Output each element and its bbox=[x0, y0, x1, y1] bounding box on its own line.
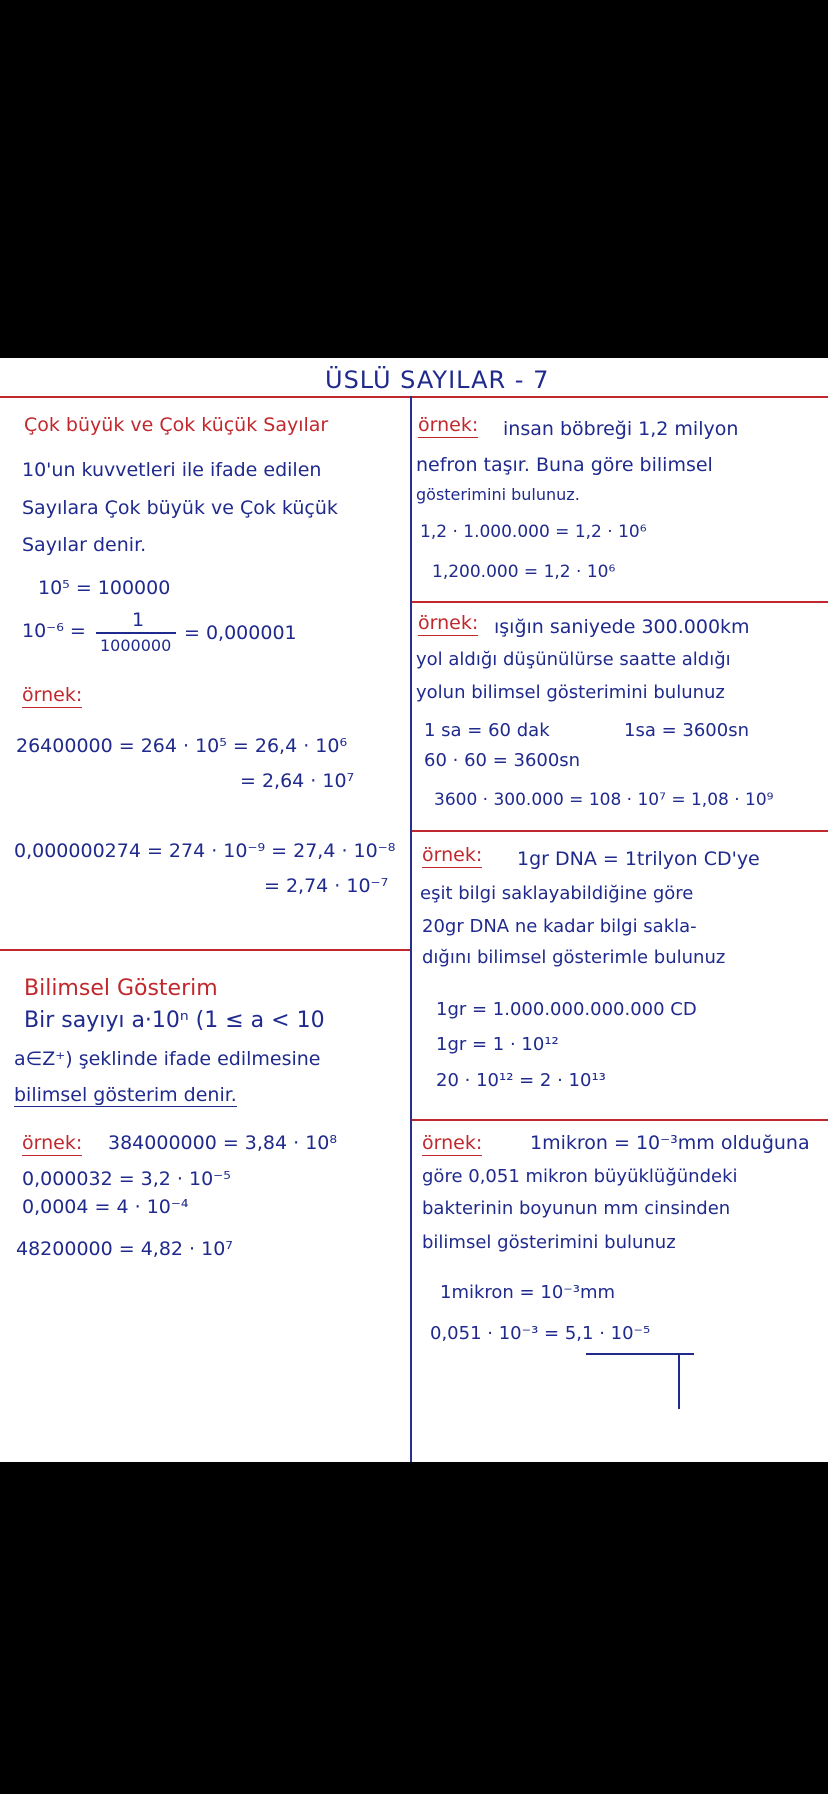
ornek-label-right-4: örnek: bbox=[422, 1132, 483, 1154]
box4-line-4: bilimsel gösterimini bulunuz bbox=[422, 1232, 676, 1253]
box1-calc-2: 1,200.000 = 1,2 · 10⁶ bbox=[432, 562, 616, 582]
ornek-label-left-2: örnek: bbox=[22, 1132, 83, 1154]
box2-calc-4: 3600 · 300.000 = 108 · 10⁷ = 1,08 · 10⁹ bbox=[434, 790, 774, 810]
intro-line-3: Sayılar denir. bbox=[22, 534, 147, 556]
bilimsel-heading: Bilimsel Gösterim bbox=[24, 976, 218, 1001]
page-title: ÜSLÜ SAYILAR - 7 bbox=[325, 366, 550, 394]
example-power-5: 10⁵ = 100000 bbox=[38, 577, 171, 599]
box2-calc-1: 1 sa = 60 dak bbox=[424, 720, 550, 741]
ornek-label-right-3: örnek: bbox=[422, 844, 483, 866]
box2-line-2: yol aldığı düşünülürse saatte aldığı bbox=[416, 649, 731, 670]
box2-calc-2: 1sa = 3600sn bbox=[624, 720, 749, 741]
right-line-3 bbox=[412, 1119, 828, 1121]
box4-line-3: bakterinin boyunun mm cinsinden bbox=[422, 1198, 731, 1219]
fraction-denominator: 1000000 bbox=[100, 636, 172, 655]
answer-vertical-stroke bbox=[678, 1353, 680, 1409]
intro-line-1: 10'un kuvvetleri ile ifade edilen bbox=[22, 459, 322, 481]
example-0000032: 0,000032 = 3,2 · 10⁻⁵ bbox=[22, 1168, 231, 1190]
bilimsel-def-3 bbox=[14, 1084, 237, 1106]
intro-line-2: Sayılara Çok büyük ve Çok küçük bbox=[22, 497, 338, 519]
box1-line-3: gösterimini bulunuz. bbox=[416, 485, 580, 504]
left-top-line bbox=[0, 396, 410, 398]
ornek-label-left-1: örnek: bbox=[22, 684, 83, 706]
box3-calc-3: 20 · 10¹² = 2 · 10¹³ bbox=[436, 1070, 606, 1091]
notebook-page bbox=[0, 358, 828, 1462]
box2-line-1: ışığın saniyede 300.000km bbox=[494, 616, 750, 638]
right-line-1 bbox=[412, 601, 828, 603]
box3-line-1: 1gr DNA = 1trilyon CD'ye bbox=[517, 848, 760, 870]
box4-line-1: 1mikron = 10⁻³mm olduğuna bbox=[530, 1132, 810, 1154]
calc-small-b: = 2,74 · 10⁻⁷ bbox=[264, 875, 389, 897]
calc-small-a: 0,000000274 = 274 · 10⁻⁹ = 27,4 · 10⁻⁸ bbox=[14, 840, 396, 862]
box2-calc-3: 60 · 60 = 3600sn bbox=[424, 750, 581, 771]
example-00004: 0,0004 = 4 · 10⁻⁴ bbox=[22, 1196, 189, 1218]
box1-line-1: insan böbreği 1,2 milyon bbox=[503, 418, 739, 440]
calc-26400000-a: 26400000 = 264 · 10⁵ = 26,4 · 10⁶ bbox=[16, 735, 348, 757]
fraction-numerator: 1 bbox=[132, 609, 145, 631]
example-384: 384000000 = 3,84 · 10⁸ bbox=[108, 1132, 338, 1154]
box3-line-2: eşit bilgi saklayabildiğine göre bbox=[420, 883, 694, 904]
center-divider bbox=[410, 396, 412, 1462]
right-line-2 bbox=[412, 830, 828, 832]
example-48200000: 48200000 = 4,82 · 10⁷ bbox=[16, 1238, 233, 1260]
example-power-neg6-right: = 0,000001 bbox=[184, 622, 297, 644]
fraction-bar bbox=[96, 632, 176, 634]
bilimsel-def-2: a∈Z⁺) şeklinde ifade edilmesine bbox=[14, 1048, 321, 1070]
left-heading: Çok büyük ve Çok küçük Sayılar bbox=[24, 414, 329, 436]
bilimsel-def-1: Bir sayıyı a·10ⁿ (1 ≤ a < 10 bbox=[24, 1008, 325, 1033]
example-power-neg6 bbox=[22, 620, 86, 642]
box4-line-2: göre 0,051 mikron büyüklüğündeki bbox=[422, 1166, 738, 1187]
right-top-line bbox=[412, 396, 828, 398]
left-mid-line bbox=[0, 949, 410, 951]
box1-line-2: nefron taşır. Buna göre bilimsel bbox=[416, 454, 713, 476]
box1-calc-1: 1,2 · 1.000.000 = 1,2 · 10⁶ bbox=[420, 522, 647, 542]
ornek-label-right-2: örnek: bbox=[418, 612, 479, 634]
box4-calc-1: 1mikron = 10⁻³mm bbox=[440, 1282, 616, 1303]
ornek-label-right-1: örnek: bbox=[418, 414, 479, 436]
example-power-neg6-left: 10⁻⁶ = bbox=[22, 620, 86, 642]
box3-line-3: 20gr DNA ne kadar bilgi sakla- bbox=[422, 916, 697, 937]
box2-line-3: yolun bilimsel gösterimini bulunuz bbox=[416, 682, 725, 703]
bilimsel-def-3-text: bilimsel gösterim denir. bbox=[14, 1084, 237, 1106]
box4-calc-2: 0,051 · 10⁻³ = 5,1 · 10⁻⁵ bbox=[430, 1323, 651, 1344]
calc-26400000-b: = 2,64 · 10⁷ bbox=[240, 770, 355, 792]
box3-calc-2: 1gr = 1 · 10¹² bbox=[436, 1034, 559, 1055]
box3-line-4: dığını bilimsel gösterimle bulunuz bbox=[422, 947, 726, 968]
box3-calc-1: 1gr = 1.000.000.000.000 CD bbox=[436, 999, 697, 1020]
